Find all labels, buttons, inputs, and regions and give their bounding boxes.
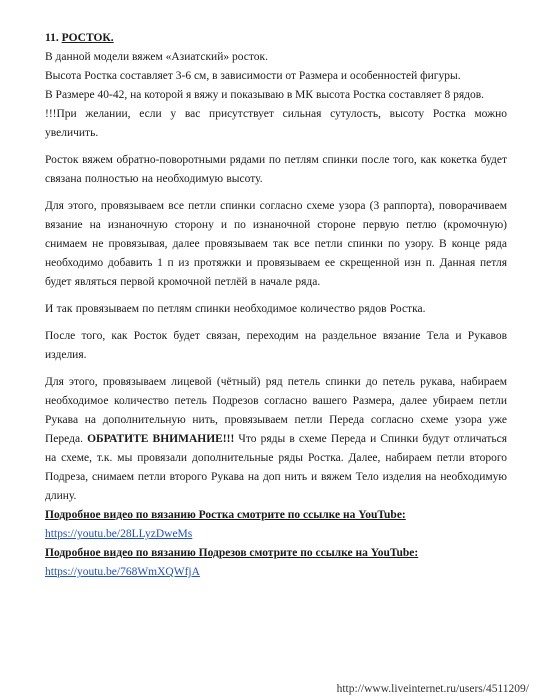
warning-note: !!!При желании, если у вас присутствует сильная сутулость, высоту Ростка можно увеличить.: [45, 108, 507, 139]
section-number: 11.: [45, 32, 59, 44]
source-watermark: http://www.liveinternet.ru/users/4511209/: [336, 683, 529, 695]
attention-note: ОБРАТИТЕ ВНИМАНИЕ!!!: [87, 433, 235, 445]
paragraph-growth-start: Росток вяжем обратно-поворотными рядами по петлям спинки после того, как кокетка будет связана полностью на необходимую высоту.: [45, 154, 507, 185]
video-link-underarm[interactable]: https://youtu.be/768WmXQWfjA: [45, 566, 200, 578]
paragraph-body-sleeves: [45, 373, 507, 506]
paragraph-method: Для этого, провязываем все петли спинки согласно схеме узора (3 раппорта), поворачиваем вязание на изнаночную сторону и по изнаночной стороне первую петлю (кромочную) снимаем не провязывая, далее провязываем так все петли спинки по узору. В конце ряда необходимо добавить 1 п из протяжки и провязываем ее скрещенной изн п. Данная петля будет являться первой кромочной петлёй в начале ряда.: [45, 200, 507, 288]
intro-line-3: В Размере 40-42, на которой я вяжу и показываю в МК высота Ростка составляет 8 рядов.: [45, 89, 485, 101]
paragraph-separate: После того, как Росток будет связан, переходим на раздельное вязание Тела и Рукавов изделия.: [45, 330, 507, 361]
video-link-growth[interactable]: https://youtu.be/28LLyzDweMs: [45, 528, 193, 540]
video-label-underarm: Подробное видео по вязанию Подрезов смотрите по ссылке на YouTube:: [45, 547, 419, 559]
paragraph-text-before: Для этого, провязываем лицевой (чётный) ряд петель спинки до петель рукава, набираем необходимое количество петель Подрезов согласно вашего Размера, далее убираем петли Рукава на дополнительную нить, провязываем петли Переда согласно схеме узора уже Переда.: [45, 376, 507, 445]
section-heading: [45, 29, 507, 48]
document-page: [45, 29, 507, 582]
video-label-growth: Подробное видео по вязанию Ростка смотрите по ссылке на YouTube:: [45, 509, 406, 521]
intro-line-2: Высота Ростка составляет 3-6 см, в зависимости от Размера и особенностей фигуры.: [45, 70, 461, 82]
intro-line-1: В данной модели вяжем «Азиатский» росток.: [45, 51, 268, 63]
paragraph-text-after: Что ряды в схеме Переда и Спинки будут отличаться на схеме, т.к. мы провязали дополнительные ряды Ростка. Далее, набираем петли второго Подреза, снимаем петли второго Рукава на доп нить и вяжем Тело изделия на необходимую длину.: [45, 433, 507, 502]
section-title: РОСТОК.: [61, 32, 114, 44]
paragraph-repeat: И так провязываем по петлям спинки необходимое количество рядов Ростка.: [45, 303, 426, 315]
